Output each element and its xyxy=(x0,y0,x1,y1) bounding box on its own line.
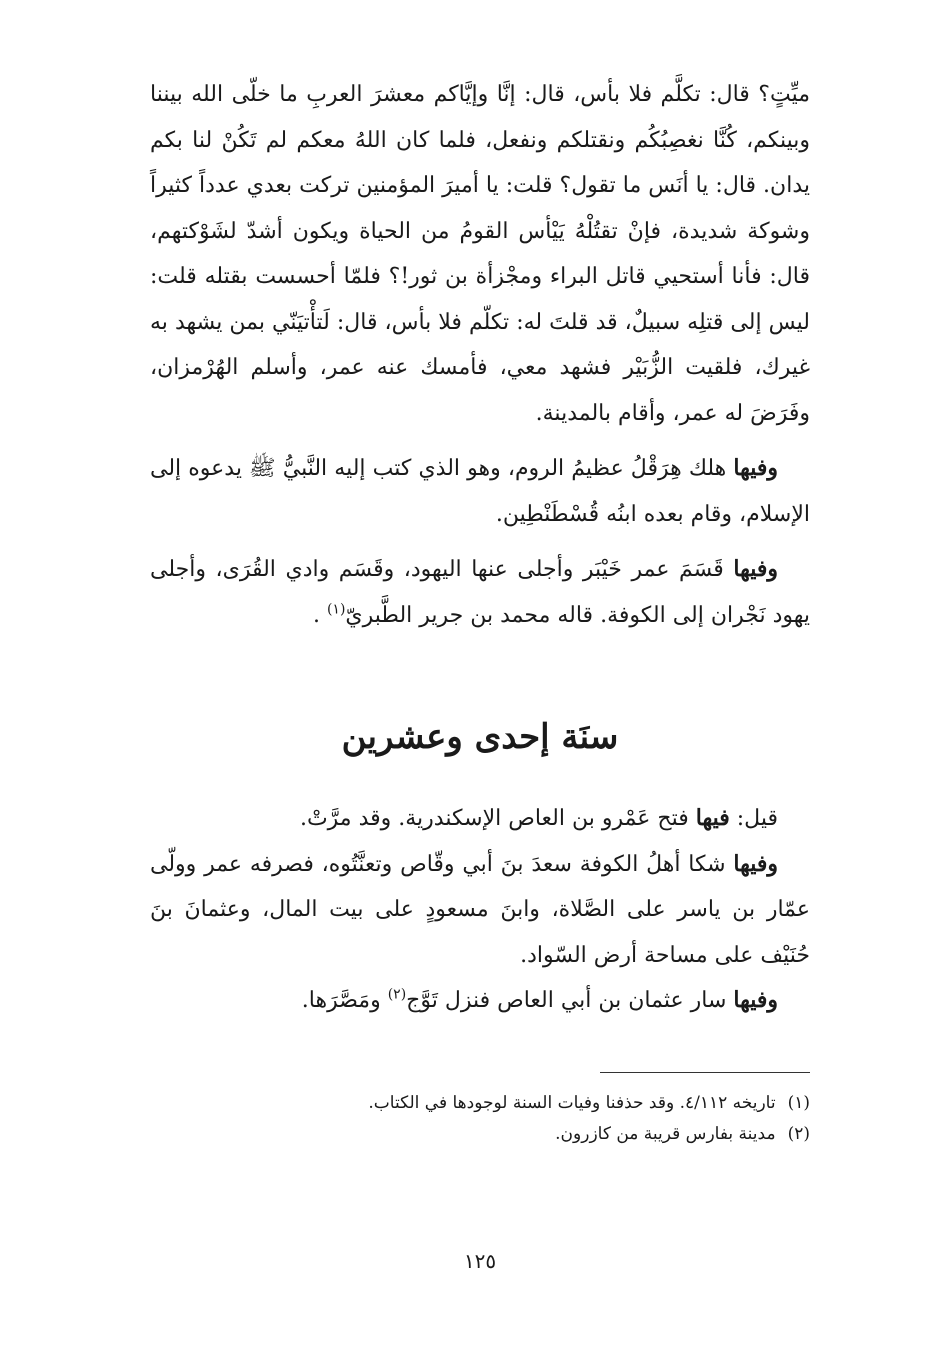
footnotes xyxy=(150,1088,810,1150)
paragraph-text: ميِّتٍ؟ قال: تكلَّم فلا بأس، قال: إنَّا وإيَّاكم معشرَ العربِ ما خلّى الله بيننا وبينكم، كُنَّا نغصِبُكُم ونقتلكم ونفعل، فلما كان اللهُ معكم لم تَكُنْ لنا بكم يدان. قال: يا أنَس ما تقول؟ قلت: يا أميرَ المؤمنين تركت بعدي عدداً كثيراً وشوكة شديدة، فإنْ تقتُلْهُ يَيْأس القومُ من الحياة ويكون أشدّ لشَوْكتهم، قال: فأنا أستحيي قاتل البراء ومجْزأة بن ثور!؟ فلمّا أحسست بقتله قلت: ليس إلى قتلِه سبيلٌ، قد قلتَ له: تكلّم فلا بأس، قال: لَتأْتيَنّي بمن يشهد به غيرك، فلقيت الزُّبَيْر فشهد معي، فأمسك عنه عمر، وأسلم الهُرْمزان، وفَرَضَ له عمر، وأقام بالمدينة. xyxy=(150,82,810,426)
paragraph-text: هلك هِرَقْلُ عظيمُ الروم، وهو الذي كتب إليه النَّبيُّ ﷺ يدعوه إلى الإسلام، وقام بعده ابنُه قُسْطَنْطِين. xyxy=(150,456,810,527)
paragraph-tail: ومَصَّرَها. xyxy=(301,988,388,1013)
footnote-ref-2[interactable]: (٢) xyxy=(387,986,407,1003)
lead-word: وفيها xyxy=(733,556,778,582)
footnote-text: مدينة بفارس قريبة من كازرون. xyxy=(555,1124,776,1144)
main-text-upper xyxy=(150,72,810,638)
lead-word: فيها xyxy=(695,805,730,831)
paragraph-hormuzan xyxy=(150,72,810,436)
footnote-divider xyxy=(600,1072,810,1073)
paragraph-tail: . xyxy=(312,602,327,628)
paragraph-alexandria xyxy=(150,796,810,842)
paragraph-tawwaj xyxy=(150,978,810,1024)
paragraph-khaybar xyxy=(150,547,810,638)
lead-word: وفيها xyxy=(733,850,778,877)
footnote-number: (٢) xyxy=(787,1124,810,1144)
footnote-ref-1[interactable]: (١) xyxy=(326,601,346,618)
lead-word: وفيها xyxy=(733,455,778,481)
footnote-1 xyxy=(150,1088,810,1119)
page-number: ١٢٥ xyxy=(463,1249,497,1273)
footnote-number: (١) xyxy=(787,1093,810,1113)
paragraph-kufa xyxy=(150,842,810,979)
paragraph-text: شكا أهلُ الكوفة سعدَ بنَ أبي وقّاص وتعنَّتُوه، فصرفه عمر وولّى عمّار بن ياسر على الصَّلاة، وابنَ مسعودٍ على بيت المال، وعثمانَ بنَ حُنَيْف على مساحة أرض السّواد. xyxy=(150,851,810,968)
year-heading: سنَة إحدى وعشرين xyxy=(341,717,619,757)
paragraph-heraclius xyxy=(150,446,810,537)
main-text-lower xyxy=(150,796,810,1024)
paragraph-text: قَسَمَ عمر خَيْبَر وأجلى عنها اليهود، وقَسَم وادي القُرَى، وأجلى يهود نَجْران إلى الكوفة. قاله محمد بن جرير الطَّبريّ xyxy=(150,557,810,628)
footnote-text: تاريخه ٤/١١٢. وقد حذفنا وفيات السنة لوجودها في الكتاب. xyxy=(368,1093,776,1113)
footnote-2 xyxy=(150,1119,810,1150)
paragraph-text: فتح عَمْرو بن العاص الإسكندرية. وقد مرَّتْ. xyxy=(299,806,696,831)
lead-word: وفيها xyxy=(733,987,778,1013)
paragraph-prefix: قيل: xyxy=(729,806,778,831)
paragraph-text: سار عثمان بن أبي العاص فنزل تَوَّج xyxy=(406,988,734,1013)
